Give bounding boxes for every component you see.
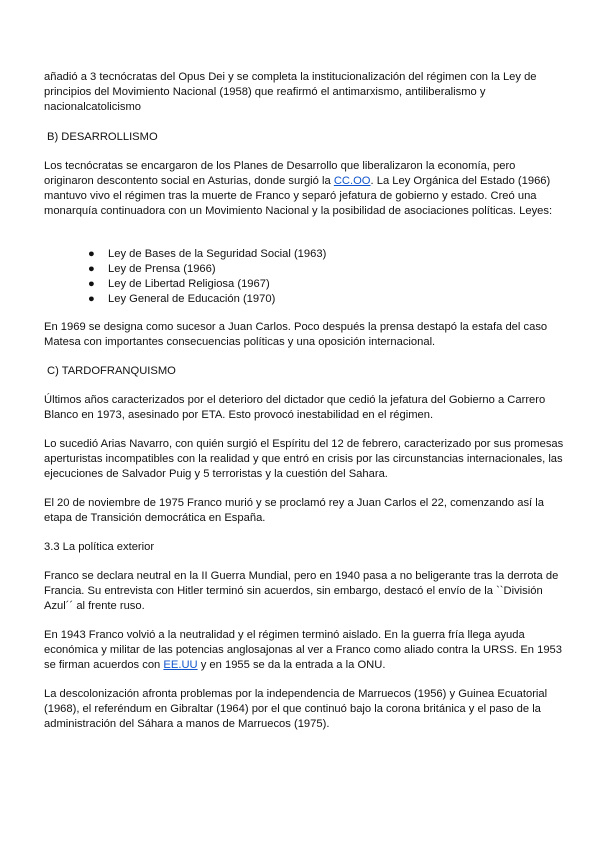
paragraph-sucesor: En 1969 se designa como sucesor a Juan Carlos. Poco después la prensa destapó la estafa del caso Matesa con importantes consecuencias políticas y una oposición internacional. [44, 321, 548, 348]
heading-desarrollismo: B) DESARROLLISMO [47, 131, 158, 143]
ccoo-link[interactable]: CC.OO [333, 175, 371, 187]
list-item [88, 277, 548, 292]
bullet-icon: ● [88, 293, 95, 305]
list-item [88, 262, 548, 277]
list-item [88, 292, 548, 307]
paragraph-arias-navarro: Lo sucedió Arias Navarro, con quién surgió el Espíritu del 12 de febrero, caracterizado por sus promesas aperturistas incompatibles con la realidad y que entró en crisis por las circunstancias internacionales, las ejecuciones de Salvador Puig y 5 terroristas y la cuestión del Sahara. [44, 438, 564, 480]
eeuu-link[interactable]: EE.UU [163, 659, 198, 671]
list-item [88, 247, 548, 262]
paragraph-guerra-fria-text-2: y en 1955 se da la entrada a la ONU. [197, 659, 386, 671]
paragraph-descolonizacion: La descolonización afronta problemas por la independencia de Marruecos (1956) y Guinea Ecuatorial (1968), el referéndum en Gibraltar (1964) por el que continuó bajo la corona británica y el paso de la administración del Sáhara a manos de Marruecos (1975). [44, 688, 548, 730]
paragraph-muerte-franco: El 20 de noviembre de 1975 Franco murió y se proclamó rey a Juan Carlos el 22, comenzando así la etapa de Transición democrática en España. [44, 497, 544, 524]
paragraph-desarrollismo [44, 159, 564, 219]
bullet-icon: ● [88, 263, 95, 275]
law-label: Ley de Libertad Religiosa (1967) [108, 278, 270, 290]
paragraph-desarrollismo-text-1: Los tecnócratas se encargaron de los Planes de Desarrollo que liberalizaron la economía, pero originaron descontento social en Asturias, donde surgió la [44, 160, 516, 187]
law-label: Ley General de Educación (1970) [108, 293, 276, 305]
paragraph-opus-dei: añadió a 3 tecnócratas del Opus Dei y se completa la institucionalización del régimen con la Ley de principios del Movimiento Nacional (1958) que reafirmó el antimarxismo, antiliberalismo y nacionalcatolicismo [44, 71, 537, 113]
bullet-icon: ● [88, 278, 95, 290]
paragraph-guerra-fria-text-1: En 1943 Franco volvió a la neutralidad y el régimen terminó aislado. En la guerra fría llega ayuda económica y militar de las potencias anglosajonas al ver a Franco como aliado contra la URSS. En 1953 se firman acuerdos con [44, 629, 563, 671]
bullet-icon: ● [88, 248, 95, 260]
laws-list [88, 247, 548, 307]
paragraph-guerra-mundial: Franco se declara neutral en la II Guerra Mundial, pero en 1940 pasa a no beligerante tras la derrota de Francia. Su entrevista con Hitler terminó sin acuerdos, sin embargo, destacó el envío de la ``División Azul´´ al frente ruso. [44, 570, 559, 612]
law-label: Ley de Prensa (1966) [108, 263, 216, 275]
paragraph-guerra-fria [44, 628, 564, 673]
law-label: Ley de Bases de la Seguridad Social (1963) [108, 248, 327, 260]
paragraph-ultimos-anos: Últimos años caracterizados por el deterioro del dictador que cedió la jefatura del Gobierno a Carrero Blanco en 1973, asesinado por ETA. Esto provocó inestabilidad en el régimen. [44, 394, 546, 421]
heading-tardofranquismo: C) TARDOFRANQUISMO [47, 365, 176, 377]
heading-politica-exterior: 3.3 La política exterior [44, 541, 155, 553]
paragraph-desarrollismo-text-2: . La Ley Orgánica del Estado (1966) mantuvo vivo el régimen tras la muerte de Franco y separó jefatura de gobierno y estado. Creó una monarquía continuadora con un Movimiento Nacional y la posibilidad de asociaciones políticas. Leyes: [44, 175, 553, 217]
